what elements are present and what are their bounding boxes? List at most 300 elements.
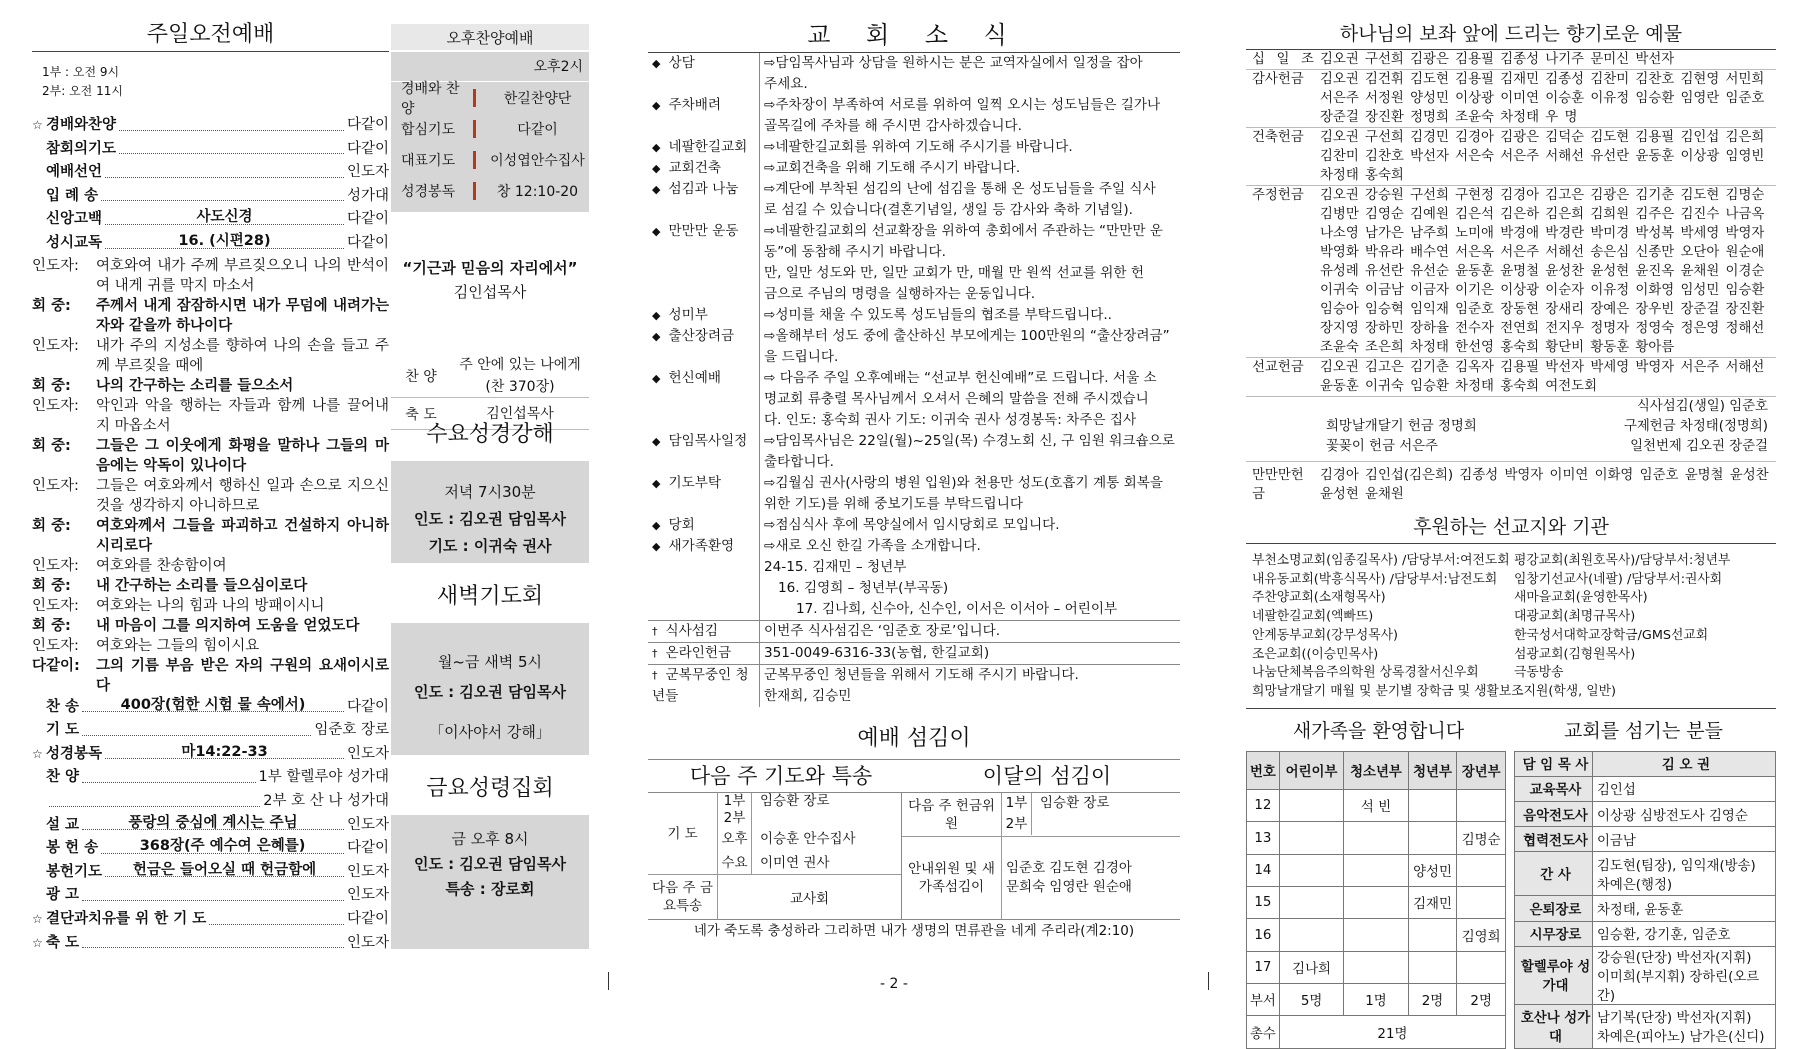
offering-sub-row (1326, 397, 1776, 417)
table-row (1247, 1016, 1506, 1048)
offering-type: 주정헌금 (1252, 188, 1304, 203)
news-line: 군복무중인 청년들을 위해서 기도해 주시기 바랍니다. (764, 667, 1079, 683)
order-leader: 다같이 (346, 234, 389, 251)
news-item (648, 368, 1180, 431)
afternoon-item-value: 창 12:10-20 (496, 183, 579, 200)
speaker: 인도자: (32, 397, 79, 414)
table-cell (1408, 951, 1457, 983)
news-line: ⇨네팔한길교회의 선교확장을 위하여 총회에서 주관하는 “만만만 운 (764, 223, 1163, 239)
news-line: 17. 김나희, 신수아, 신수인, 이서은 이서아 – 어린이부 (796, 601, 1118, 617)
news-line: 골목길에 주차를 해 주시면 감사하겠습니다. (764, 118, 1022, 134)
table-cell: 16 (1247, 919, 1280, 951)
order-of-worship-part2 (32, 696, 389, 956)
table-row (1247, 822, 1506, 854)
table-row (1247, 887, 1506, 919)
news-line: 로 섬길 수 있습니다(결혼기념일, 생일 등 감사와 축하 기념일). (764, 202, 1133, 218)
servant-name-line: 남기복(단장) 박선자(지휘) (1597, 1011, 1752, 1027)
news-item (648, 515, 1180, 536)
order-of-worship-part1 (32, 114, 389, 256)
church-news-column (648, 18, 1180, 958)
table-cell: 14 (1247, 854, 1280, 886)
bullet-icon: ◆ (652, 99, 661, 112)
news-key-label: 만만만 운동 (668, 223, 739, 239)
mission-entry: 안계동부교회(강무성목사) (1252, 627, 1398, 643)
news-body (760, 431, 1180, 473)
dawn-leader: 인도 : 김오권 담임목사 (413, 683, 567, 701)
servant-name-line: 이미희(부지휘) 장하린(오르간) (1597, 969, 1760, 1004)
order-item (32, 161, 389, 185)
offer-name: 임승환 장로 (1040, 795, 1110, 811)
news-body (760, 53, 1180, 95)
afternoon-column (391, 24, 589, 954)
table-cell: 12 (1247, 790, 1280, 822)
news-line: ⇨담임목사님은 22일(월)~25일(목) 수경노회 신, 구 임원 워크숍으로 (764, 433, 1175, 449)
news-line: 위한 기도)를 위해 중보기도를 부탁드립니다 (764, 496, 1023, 512)
table-cell (1408, 822, 1457, 854)
speaker: 인도자: (32, 597, 79, 614)
news-body (760, 95, 1180, 137)
friday-time: 금 오후 8시 (451, 830, 529, 848)
wednesday-prayer: 기도 : 이귀숙 권사 (428, 537, 552, 555)
new-family-title: 새가족을 환영합니다 (1292, 719, 1465, 742)
order-item (32, 814, 389, 838)
news-body (760, 515, 1180, 536)
missions-grid (1246, 544, 1776, 709)
table-cell (1457, 887, 1506, 919)
servant-names (1593, 802, 1776, 827)
servant-name-line: 이금남 (1597, 833, 1636, 849)
servant-name-line: 차예은(행정) (1597, 877, 1673, 893)
manman-key: 만만만헌금 (1252, 468, 1304, 502)
servant-names (1593, 751, 1776, 776)
new-family-table (1246, 751, 1506, 1049)
order-item (32, 908, 389, 932)
afternoon-hour: 오후2시 (391, 52, 589, 82)
mission-entry: 섬광교회(김형원목사) (1514, 646, 1636, 662)
offering-type: 감사헌금 (1252, 72, 1304, 87)
wednesday-box (391, 461, 589, 563)
offering-sub-left: 희망날개달기 헌금 정명희 (1326, 419, 1477, 434)
speaker: 인도자: (32, 637, 79, 654)
responsive-text: 그의 기름 부음 받은 자의 구원의 요새이시로다 (96, 657, 389, 694)
responsive-line (32, 616, 389, 636)
news-key (648, 431, 760, 473)
servant-names (1593, 852, 1776, 896)
news-key (648, 53, 760, 95)
responsive-line (32, 596, 389, 616)
order-label: 성시교독 (46, 234, 103, 251)
order-item (32, 932, 389, 956)
order-label: 봉헌기도 (46, 863, 103, 880)
bullet-icon: ◆ (652, 225, 661, 238)
missions-title: 후원하는 선교지와 기관 (1246, 510, 1776, 544)
bullet-icon: ◆ (652, 540, 661, 553)
order-detail (119, 114, 344, 131)
table-cell (1279, 887, 1343, 919)
news-item (648, 158, 1180, 179)
table-cell: 부서 (1247, 984, 1280, 1016)
order-leader: 다같이 (346, 840, 389, 857)
news-item (648, 179, 1180, 221)
mission-entry: 네팔한길교회(엑빠뜨) (1252, 609, 1374, 625)
offerings-title: 하나님의 보좌 앞에 드리는 향기로운 예물 (1246, 18, 1776, 50)
responsive-line (32, 376, 389, 396)
news-item (648, 536, 1180, 620)
order-item (32, 790, 389, 814)
order-label: 축 도 (46, 934, 80, 951)
bullet-icon: ◆ (652, 309, 661, 322)
table-row (1247, 790, 1506, 822)
table-cell (1457, 854, 1506, 886)
news-key (648, 643, 760, 664)
service-times (42, 64, 389, 100)
order-detail (82, 719, 311, 736)
news-key (648, 305, 760, 326)
news-key-label: 섬김과 나눔 (668, 181, 739, 197)
order-detail (209, 908, 344, 925)
news-body (760, 326, 1180, 368)
servant-name-line: 차정태, 윤동훈 (1597, 902, 1684, 918)
news-key (648, 137, 760, 158)
table-cell (1279, 790, 1343, 822)
bullet-icon: ◆ (652, 57, 661, 70)
dawn-time: 월~금 새벽 5시 (437, 653, 543, 671)
mission-entry: 임창기선교사(네팔) /담당부서:권사회 (1514, 571, 1723, 587)
offering-row (1246, 70, 1776, 128)
order-detail (82, 932, 344, 949)
news-line: 한재희, 김승민 (764, 688, 852, 704)
order-label: 기 도 (46, 722, 80, 739)
sermon-preacher: 김인섭목사 (453, 283, 527, 301)
new-family-header: 어린이부 (1279, 751, 1343, 789)
guide-line-1: 임준호 김도현 김경아 (1006, 860, 1132, 876)
offer-row (1002, 793, 1180, 814)
responsive-line (32, 636, 389, 656)
news-line: ⇨담임목사님과 상담을 원하시는 분은 교역자실에서 일정을 잡아 (764, 55, 1143, 71)
responsive-line (32, 516, 389, 556)
star-icon (32, 837, 46, 861)
star-icon: ☆ (32, 746, 43, 761)
order-leader: 인도자 (346, 863, 389, 880)
mission-entry: 극동방송 (1514, 665, 1564, 681)
news-item (648, 664, 1180, 707)
servant-name-line: 이상광 심방전도사 김영순 (1597, 808, 1748, 824)
order-leader: 다같이 (346, 211, 389, 228)
order-detail: 마14:22-33 (105, 743, 344, 760)
page-number: - 2 - (880, 976, 908, 992)
news-key-label: 식사섬김 (665, 623, 719, 639)
afternoon-item-label: 축 도 (405, 406, 437, 423)
news-line: 24-15. 김재민 – 청년부 (764, 559, 907, 575)
order-label: 경배와찬양 (46, 117, 117, 133)
news-key-label: 주차배려 (668, 97, 721, 113)
servant-row (1515, 1004, 1776, 1048)
news-body (760, 158, 1180, 179)
order-item (32, 185, 389, 209)
servant-name-line: 김 오 권 (1661, 758, 1711, 774)
offering-type: 건축헌금 (1252, 130, 1304, 145)
order-leader: 인도자 (346, 745, 389, 762)
offering-names: 김오권 김고은 김기춘 김옥자 김용필 박선자 박세영 박영자 서은주 서해선 윤동훈 이귀숙 임승환 차정태 홍숙희 여전도회 (1320, 360, 1765, 394)
mission-entry: 한국성서대학교장학금/GMS선교회 (1514, 627, 1709, 643)
star-icon (32, 719, 46, 743)
star-icon: ☆ (32, 911, 43, 926)
wednesday-title: 수요성경강해 (426, 422, 554, 447)
news-key (648, 179, 760, 221)
order-item (32, 884, 389, 908)
manman-names: 김경아 김인섭(김은희) 김종성 박영자 이미연 이화영 임준호 윤명철 윤성찬 윤성현 윤채원 (1320, 468, 1769, 502)
order-detail (105, 161, 344, 178)
responsive-text: 여호와께서 그들을 파괴하고 건설하지 아니하시리로다 (96, 517, 389, 554)
new-family-header-row (1247, 751, 1506, 789)
table-cell (1344, 887, 1408, 919)
speaker: 회 중: (32, 437, 71, 454)
order-detail: 368장(주 예수여 은혜를) (101, 837, 344, 854)
news-body (760, 137, 1180, 158)
news-key-label: 군복무중인 청년들 (652, 667, 749, 704)
table-cell: 김나희 (1279, 951, 1343, 983)
table-row (1247, 854, 1506, 886)
table-cell (1279, 919, 1343, 951)
servant-role: 은퇴장로 (1515, 896, 1593, 921)
table-cell: 21명 (1279, 1016, 1505, 1048)
order-item (32, 138, 389, 162)
order-detail: 사도신경 (105, 208, 344, 225)
news-line: ⇨성미를 채울 수 있도록 성도님들의 협조를 부탁드립니다.. (764, 307, 1112, 323)
news-line: ⇨교회건축을 위해 기도해 주시기 바랍니다. (764, 160, 1021, 176)
dawn-title: 새벽기도회 (436, 584, 544, 609)
servant-role: 교육목사 (1515, 776, 1593, 801)
table-cell: 석 빈 (1344, 790, 1408, 822)
news-line: 출타합니다. (764, 454, 834, 470)
servant-row (1515, 852, 1776, 896)
servant-name-line: 임승환, 강기훈, 임준호 (1597, 928, 1731, 944)
servant-row (1515, 802, 1776, 827)
news-key (648, 368, 760, 431)
order-label: 성경봉독 (46, 745, 103, 762)
order-detail (101, 185, 344, 202)
news-body (760, 473, 1180, 515)
table-cell: 김명순 (1457, 822, 1506, 854)
star-icon (32, 861, 46, 885)
afternoon-item-label: 경배와 찬양 (401, 80, 460, 117)
afternoon-row (391, 80, 589, 117)
news-line: ⇨새로 오신 한길 가족을 소개합니다. (764, 538, 981, 554)
friday-special: 특송 : 장로회 (445, 880, 535, 898)
offering-sub-left (1326, 397, 1596, 417)
responsive-line (32, 576, 389, 596)
news-line: 주세요. (764, 76, 808, 92)
order-label: 찬 양 (46, 769, 80, 786)
order-label: 입 례 송 (46, 187, 99, 204)
offering-row (1246, 50, 1776, 70)
afternoon-worship-title: 오후찬양예배 (391, 24, 589, 52)
offering-key: 다음 주 헌금위원 (902, 793, 1002, 836)
order-leader: 2부 호 산 나 성가대 (263, 792, 389, 809)
news-item (648, 53, 1180, 95)
responsive-line (32, 476, 389, 516)
offering-row (1246, 186, 1776, 358)
table-cell: 1명 (1344, 984, 1408, 1016)
news-line: ⇨네팔한길교회를 위하여 기도해 주시기를 바랍니다. (764, 139, 1073, 155)
bullet-icon: ◆ (652, 141, 661, 154)
order-leader: 인도자 (346, 164, 389, 181)
servant-names (1593, 827, 1776, 852)
servant-role: 할렐루야 성가대 (1515, 946, 1593, 1004)
responsive-line (32, 656, 389, 696)
news-key-label: 새가족환영 (668, 538, 735, 554)
table-row (1247, 951, 1506, 983)
news-key (648, 221, 760, 305)
responsive-text: 여호와여 내가 주께 부르짖으오니 나의 반석이여 내게 귀를 막지 마소서 (96, 257, 389, 294)
news-item (648, 137, 1180, 158)
news-key (648, 158, 760, 179)
order-item (32, 766, 389, 790)
news-key (648, 473, 760, 515)
news-line: 만, 일만 성도와 만, 일만 교회가 만, 매월 만 원씩 선교를 위한 헌 (764, 265, 1144, 281)
afternoon-item-label: 합심기도 (401, 121, 456, 138)
order-label: 봉 헌 송 (46, 840, 99, 857)
church-news-list (648, 52, 1180, 707)
table-cell: 15 (1247, 887, 1280, 919)
afternoon-row (391, 144, 589, 175)
bullet-icon: † (652, 625, 658, 638)
servant-row (1515, 921, 1776, 946)
table-cell: 2명 (1457, 984, 1506, 1016)
offerings-column (1246, 18, 1776, 1046)
prayer-row (718, 827, 901, 851)
responsive-text: 내 간구하는 소리를 들으심이로다 (96, 577, 308, 594)
order-leader: 인도자 (346, 816, 389, 833)
offer-name (1032, 814, 1040, 835)
news-key (648, 326, 760, 368)
order-detail: 16. (시편28) (105, 232, 344, 249)
bullet-icon: ◆ (652, 477, 661, 490)
table-cell (1279, 854, 1343, 886)
offering-sub-row (1326, 417, 1776, 437)
order-leader: 1부 할렐루야 성가대 (258, 769, 389, 786)
news-key-label: 성미부 (668, 307, 708, 323)
star-icon: ☆ (32, 118, 43, 132)
star-icon (32, 232, 46, 256)
wednesday-time: 저녁 7시30분 (444, 483, 536, 501)
news-line: 이번주 식사섬김은 ‘임준호 장로’입니다. (764, 623, 1001, 639)
sermon-title: “기근과 믿음의 자리에서” (402, 259, 578, 277)
responsive-text: 나의 간구하는 소리를 들으소서 (96, 377, 294, 394)
news-body (760, 368, 1180, 431)
offering-sub-row (1326, 437, 1776, 457)
order-detail (82, 766, 255, 783)
order-leader: 다같이 (346, 910, 389, 927)
table-cell (1344, 951, 1408, 983)
order-item (32, 719, 389, 743)
responsive-text: 내가 주의 지성소를 향하여 나의 손을 들고 주께 부르짖을 때에 (96, 337, 389, 374)
responsive-text: 여호와는 나의 힘과 나의 방패이시니 (96, 597, 325, 614)
servant-name-line: 차예은(피아노) 남가은(신디) (1597, 1030, 1765, 1046)
news-line: 다. 인도: 홍숙희 권사 기도: 이귀숙 권사 성경봉독: 차주은 집사 (764, 412, 1137, 428)
order-leader: 인도자 (346, 887, 389, 904)
speaker: 인도자: (32, 557, 79, 574)
responsive-text: 악인과 악을 행하는 자들과 함께 나를 끌어내지 마옵소서 (96, 397, 389, 434)
news-line: 16. 김영희 – 청년부(부곡동) (778, 580, 949, 596)
afternoon-item-label: 대표기도 (401, 152, 456, 169)
afternoon-row2 (391, 354, 589, 398)
prayer-service: 1부 (718, 793, 752, 810)
order-leader: 다같이 (346, 698, 389, 715)
servant-names (1593, 896, 1776, 921)
prayer-name: 이승훈 안수집사 (760, 831, 856, 847)
servant-name-line: 김도현(팀장), 임익재(방송) (1597, 858, 1756, 874)
table-cell (1344, 822, 1408, 854)
bottom-titles (1246, 713, 1776, 749)
page-divider-right (1208, 972, 1209, 990)
servant-names (1593, 921, 1776, 946)
prayer-special-title: 다음 주 기도와 특송 (689, 764, 873, 788)
servant-names (1593, 1004, 1776, 1048)
afternoon-item-value: 한길찬양단 (503, 90, 572, 107)
offering-sub-right: 구제헌금 차정태(정명희) (1623, 419, 1768, 434)
news-line: 명교회 류충렬 목사님께서 오셔서 은혜의 말씀을 전해 주시겠습니 (764, 391, 1149, 407)
servant-name-line: 김인섭 (1597, 783, 1636, 799)
page-divider-left (608, 972, 609, 990)
offering-sub-left: 꽃꽂이 헌금 서은주 (1326, 439, 1438, 454)
mission-entry: 내유동교회(박흥식목사) /담당부서:남전도회 (1252, 571, 1498, 587)
news-line: 을 드립니다. (764, 349, 839, 365)
servant-role: 호산나 성가대 (1515, 1004, 1593, 1048)
servant-row (1515, 946, 1776, 1004)
bullet-icon: ◆ (652, 183, 661, 196)
order-detail (49, 790, 260, 807)
news-item (648, 305, 1180, 326)
table-cell: 김영희 (1457, 919, 1506, 951)
new-family-header: 장년부 (1457, 751, 1506, 789)
prayer-service: 2부 (718, 810, 752, 827)
star-icon (32, 790, 46, 814)
prayer-row (718, 793, 901, 810)
table-cell: 양성민 (1408, 854, 1457, 886)
divider-bar (473, 120, 476, 138)
speaker: 인도자: (32, 477, 79, 494)
morning-worship-column (32, 18, 389, 958)
missions-bottom-line: 희망날개달기 매월 및 분기별 장학금 및 생활보조지원(학생, 일반) (1252, 683, 1616, 699)
news-line: ⇨올해부터 성도 중에 출산하신 부모에게는 100만원의 “출산장려금” (764, 328, 1170, 344)
news-key (648, 621, 760, 642)
morning-worship-title: 주일오전예배 (32, 18, 389, 52)
bullet-icon: † (652, 669, 658, 682)
servants-title: 교회를 섬기는 분들 (1564, 719, 1723, 742)
speaker: 회 중: (32, 377, 71, 394)
bible-verse: 네가 죽도록 충성하라 그리하면 내가 생명의 면류관을 네게 주리라(계2:10) (693, 923, 1135, 939)
responsive-text: 주께서 내게 잠잠하시면 내가 무덤에 내려가는 자와 같을까 하나이다 (96, 297, 389, 334)
offer-row (1002, 814, 1180, 835)
mission-entry: 부천소명교회(임종길목사) /담당부서:여전도회 (1252, 553, 1510, 568)
dawn-series: 「이사야서 강해」 (429, 723, 551, 741)
table-cell: 13 (1247, 822, 1280, 854)
mission-entry: 새마을교회(윤영한목사) (1514, 590, 1648, 606)
order-leader: 다같이 (346, 117, 389, 133)
order-item (32, 743, 389, 767)
star-icon (32, 161, 46, 185)
prayer-row (718, 851, 901, 875)
responsive-line (32, 256, 389, 296)
star-icon (32, 766, 46, 790)
bullet-icon: ◆ (652, 162, 661, 175)
star-icon: ☆ (32, 935, 43, 950)
responsive-line (32, 556, 389, 576)
star-icon (32, 884, 46, 908)
order-leader: 인도자 (346, 934, 389, 951)
news-line: ⇨점심식사 후에 목양실에서 임시당회로 모입니다. (764, 517, 1060, 533)
